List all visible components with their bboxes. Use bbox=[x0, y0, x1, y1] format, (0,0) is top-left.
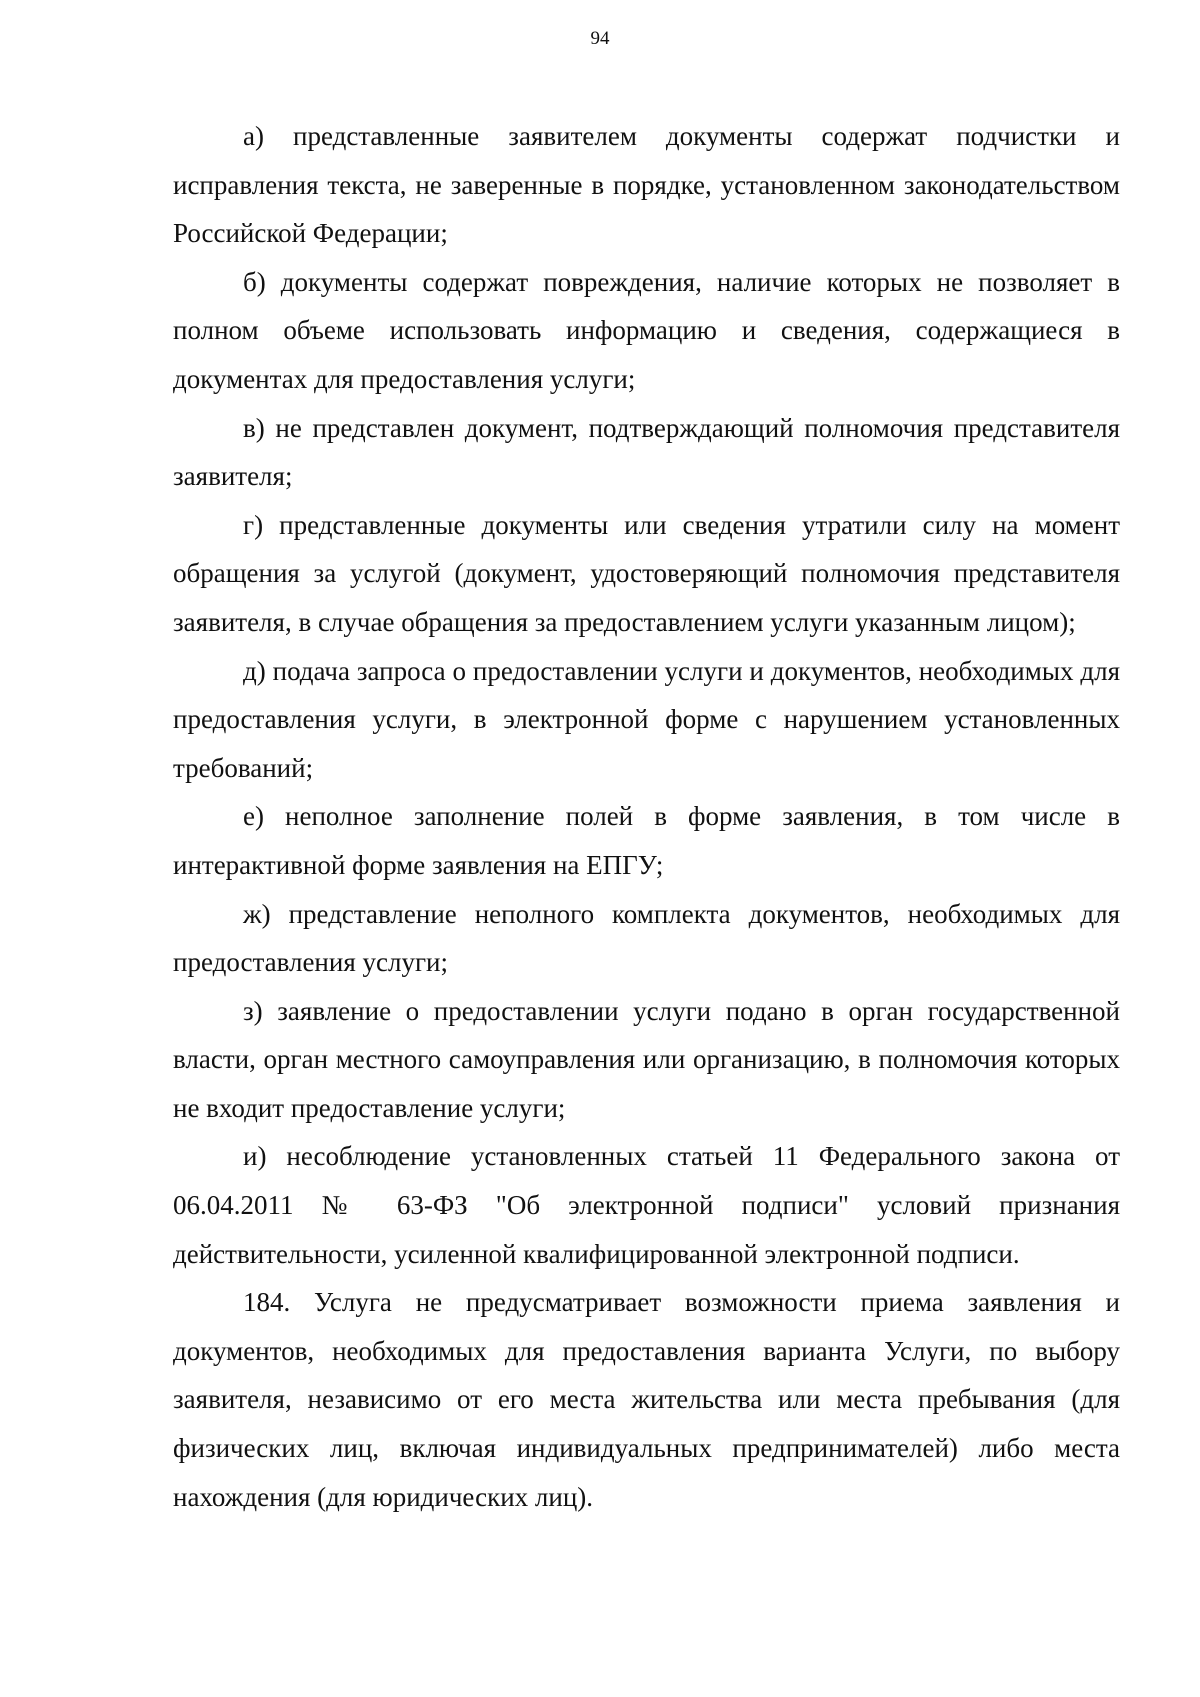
document-body bbox=[173, 112, 1120, 1521]
paragraph-zh: ж) представление неполного комплекта документов, необходимых для предоставления услуги; bbox=[173, 898, 1120, 978]
paragraph-b: б) документы содержат повреждения, наличие которых не позволяет в полном объеме использовать информацию и сведения, содержащиеся в документах для предоставления услуги; bbox=[173, 266, 1120, 394]
paragraph-v: в) не представлен документ, подтверждающий полномочия представителя заявителя; bbox=[173, 412, 1120, 492]
paragraph-e: е) неполное заполнение полей в форме заявления, в том числе в интерактивной форме заявления на ЕПГУ; bbox=[173, 801, 1120, 880]
page-number: 94 bbox=[590, 28, 610, 49]
paragraph-184: 184. Услуга не предусматривает возможности приема заявления и документов, необходимых для предоставления варианта Услуги, по выбору заявителя, независимо от его места жительства или места пребывания (для физических лиц, включая индивидуальных предпринимателей) либо места нахождения (для юридических лиц). bbox=[173, 1287, 1120, 1512]
paragraph-i: и) несоблюдение установленных статьей 11 Федерального закона от 06.04.2011 № 63-ФЗ "Об электронной подписи" условий признания действительности, усиленной квалифицированной электронной подписи. bbox=[173, 1141, 1120, 1269]
paragraph-d: д) подача запроса о предоставлении услуги и документов, необходимых для предоставления услуги, в электронной форме с нарушением установленных требований; bbox=[173, 655, 1120, 783]
paragraph-g: г) представленные документы или сведения утратили силу на момент обращения за услугой (документ, удостоверяющий полномочия представителя заявителя, в случае обращения за предоставлением услуги указанным лицом); bbox=[173, 509, 1120, 637]
paragraph-a: а) представленные заявителем документы содержат подчистки и исправления текста, не заверенные в порядке, установленном законодательством Российской Федерации; bbox=[173, 121, 1120, 249]
paragraph-z: з) заявление о предоставлении услуги подано в орган государственной власти, орган местного самоуправления или организацию, в полномочия которых не входит предоставление услуги; bbox=[173, 995, 1120, 1123]
